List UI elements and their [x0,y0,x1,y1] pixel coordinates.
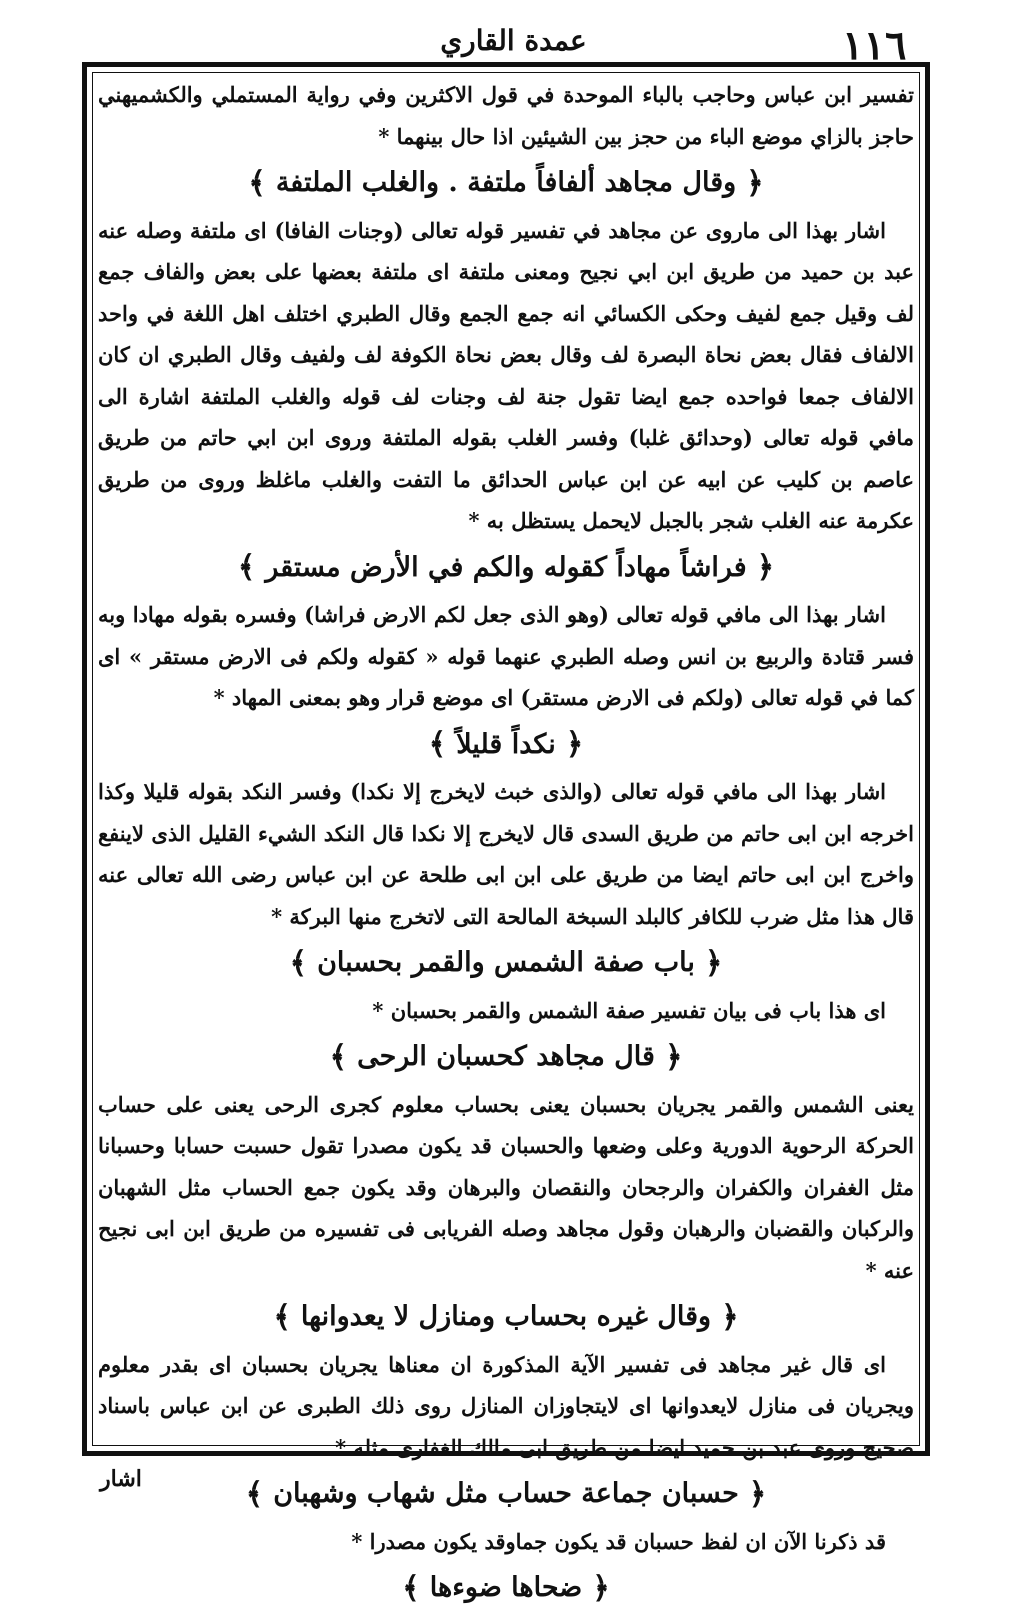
chapter-heading [98,941,914,986]
section-heading-3 [98,723,914,768]
heading-text: وقال غيره بحساب ومنازل لا يعدوانها [300,1301,712,1332]
ornament-open: ﴿ [748,1476,767,1512]
paragraph-1: تفسير ابن عباس وحاجب بالباء الموحدة في قول الاكثرين وفي رواية المستملي والكشميهني حاجز بالزاي موضع الباء من حجز بين الشيئين اذا حال بينهما * [98,82,914,149]
section-heading-6 [98,1295,914,1340]
ornament-close: ﴾ [428,727,447,762]
ornament-open: ﴿ [704,945,723,981]
section-heading-8 [98,1566,914,1611]
section-heading-2 [98,546,914,591]
heading-text: باب صفة الشمس والقمر بحسبان [317,947,695,978]
heading-text: نكداً قليلاً [456,728,556,760]
paragraph-5: اى هذا باب فى بيان تفسير صفة الشمس والقمر بحسبان * [372,997,886,1023]
paragraph-8: قد ذكرنا الآن ان لفظ حسبان قد يكون جماوقد يكون مصدرا * [351,1528,886,1554]
ornament-close: ﴾ [237,550,256,585]
ornament-close: ﴾ [402,1570,420,1606]
running-title: عمدة القاري [440,24,587,57]
heading-text: فراشاً مهاداً كقوله والكم في الأرض مستقر [265,551,747,583]
ornament-open: ﴿ [756,550,775,585]
paragraph-2: اشار بهذا الى ماروى عن مجاهد في تفسير قوله تعالى (وجنات الفافا) اى ملتفة وصله عنه عبد بن حميد من طريق ابن ابي نجيح ومعنى ملتفة اى ملتفة بعضها على بعض والفاف جمع لف وقيل جمع لفيف وحكى الكسائي انه جمع الجمع وقال الطبري اختلف اهل اللغة في واحد الالفاف فقال بعض نحاة البصرة لف وقال بعض نحاة الكوفة لف ولفيف وقال الطبري ان كان الالفاف جمعا فواحده جمع ايضا تقول جنة لف وجنات لف قوله والغلب الملتفة اشارة الى مافي قوله تعالى (وحدائق غلبا) وفسر الغلب بقوله الملتفة وروى ابن ابي حاتم من طريق عاصم بن كليب عن ابيه عن ابن عباس الحدائق ما التفت والغلب ماغلظ وروى من طريق عكرمة عنه الغلب شجر بالجبل لايحمل يستظل به * [98,217,914,533]
ornament-open: ﴿ [565,727,584,762]
paragraph-7: اى قال غير مجاهد فى تفسير الآية المذكورة ان معناها يجريان بحسبان اى بقدر معلوم ويجريان فى منازل لايعدوانها اى لايتجاوزان المنازل روى ذلك الطبرى عن ابن عباس باسناد صحيح وروى عبد بن حميد ايضا من طريق ابى مالك الغفارى مثله * [98,1351,914,1460]
section-heading-5 [98,1035,914,1080]
ornament-open: ﴿ [721,1299,739,1335]
ornament-close: ﴾ [273,1299,291,1335]
ornament-open: ﴿ [664,1039,683,1075]
ornament-open: ﴿ [592,1570,610,1606]
paragraph-3: اشار بهذا الى مافي قوله تعالى (وهو الذى جعل لكم الارض فراشا) وفسره بقوله مهادا وبه فسر قتادة والربيع بن انس وصله الطبري عنهما قوله « كقوله ولكم فى الارض مستقر » اى كما في قوله تعالى (ولكم فى الارض مستقر) اى موضع قرار وهو بمعنى المهاد * [98,602,914,710]
page-body [98,74,914,1615]
heading-text: ضحاها ضوءها [429,1572,583,1603]
section-heading-7 [98,1472,914,1517]
section-heading-1 [98,161,914,206]
paragraph-6: يعنى الشمس والقمر يجريان بحسبان يعنى بحساب معلوم كجرى الرحى يعنى على حساب الحركة الرحوية الدورية وعلى وضعها والحسبان قد يكون مصدرا تقول حسبت حسابا وحسبانا مثل الغفران والكفران والرجحان والنقصان والبرهان وقد يكون جمع الحساب مثل الشهبان والركبان والقضبان والرهبان وقول مجاهد وصله الفريابى فى تفسيره من طريق ابن ابى نجيح عنه * [98,1091,914,1283]
ornament-close: ﴾ [245,1476,264,1512]
heading-text: قال مجاهد كحسبان الرحى [357,1041,655,1072]
catchword: اشار [100,1466,142,1492]
ornament-open: ﴿ [746,165,764,201]
paragraph-4: اشار بهذا الى مافي قوله تعالى (والذى خبث لايخرج إلا نكدا) وفسر النكد بقوله قليلا وكذا اخرجه ابن ابى حاتم من طريق السدى قال لايخرج إلا نكدا قال النكد الشيء القليل الذى لاينفع واخرج ابن ابى حاتم ايضا من طريق على ابن ابى طلحة عن ابن عباس رضى الله تعالى عنه قال هذا مثل ضرب للكافر كالبلد السبخة المالحة التى لاتخرج منها البركة * [98,779,914,929]
page-number: ١١٦ [842,22,907,69]
heading-text: وقال مجاهد ألفافاً ملتفة . والغلب الملتفة [275,167,737,198]
heading-text: حسبان جماعة حساب مثل شهاب وشهبان [273,1478,739,1509]
ornament-close: ﴾ [329,1039,348,1075]
ornament-close: ﴾ [248,165,266,201]
ornament-close: ﴾ [289,945,308,981]
